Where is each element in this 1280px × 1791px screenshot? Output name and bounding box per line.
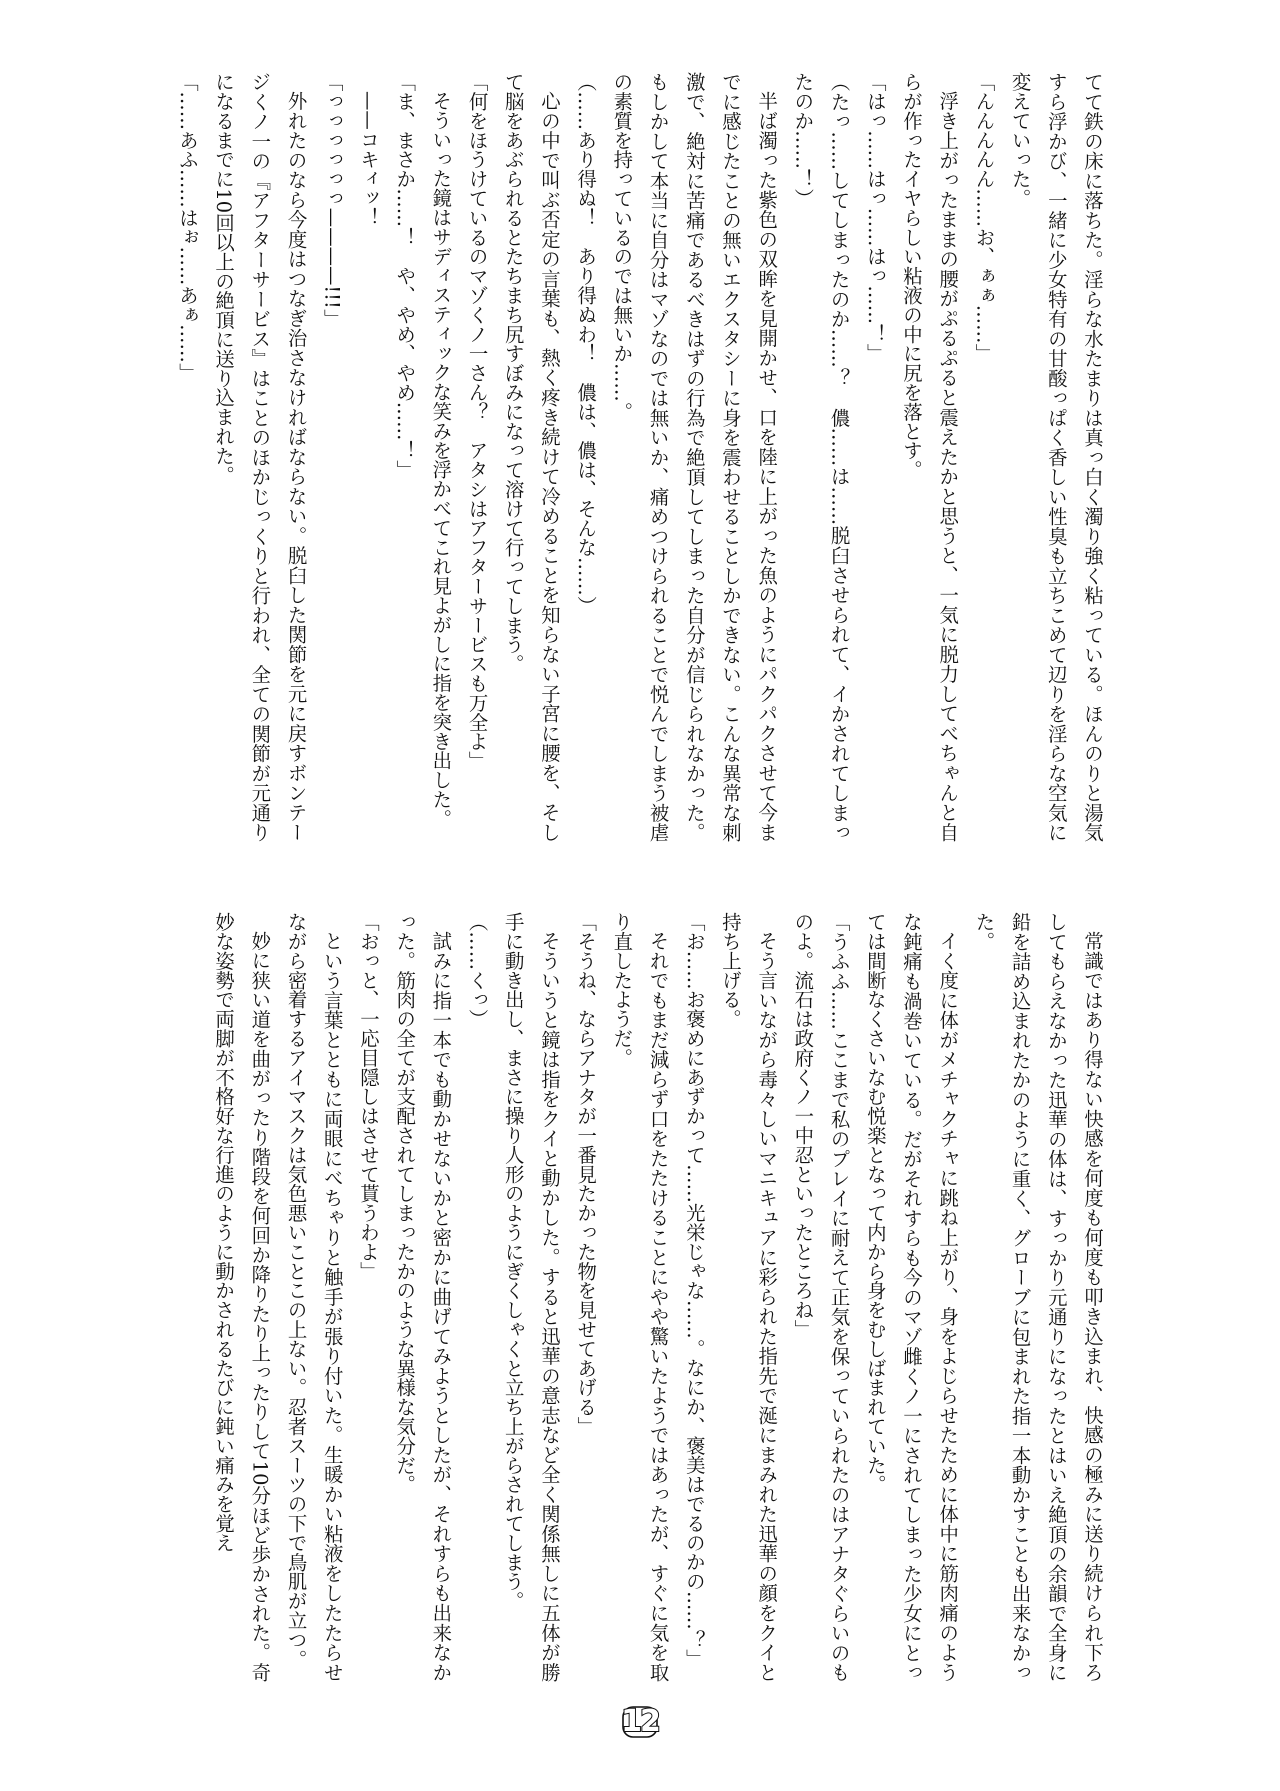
top-column-paragraph: （……あり得ぬ！ あり得ぬわ！ 儂は、儂は、そんな……） <box>574 72 598 616</box>
text-column-top <box>116 72 1110 842</box>
bottom-column-paragraph: 常識ではあり得ない快感を何度も何度も叩き込まれ、快感の極みに送り続けられ下ろしてもらえなかった迅華の体は、すっかり元通りになったとはいえ絶頂の余韻で全身に鉛を詰め込まれたかのように重く、グローブに包まれた指一本動かすことも出来なかった。 <box>972 912 1104 1682</box>
bottom-column-paragraph: 試みに指一本でも動かせないかと密かに曲げてみようとしたが、それすらも出来なかった。筋肉の全てが支配されてしまったかのような異様な気分だ。 <box>393 912 453 1682</box>
top-column-paragraph: 「ま、まさか……！ や、やめ、やめ……！」 <box>393 72 417 480</box>
top-column-paragraph: そういった鏡はサディスティックな笑みを浮かべてこれ見よがしに指を突き出した。 <box>429 91 453 829</box>
text-column-bottom <box>116 912 1110 1682</box>
top-column-paragraph: （たっ……してしまったのか……？ 儂……は……脱臼させられて、イかされてしまったのか……！） <box>791 72 851 842</box>
top-column-paragraph: 外れたのなら今度はつなぎ治さなければならない。脱臼した関節を元に戻すボンテージくノ一の『アフターサービス』はことのほかじっくりと行われ、全ての関節が元通りになるまでに10回以上の絶頂に送り込まれた。 <box>212 72 308 842</box>
top-column-paragraph: てて鉄の床に落ちた。淫らな水たまりは真っ白く濁り強く粘っている。ほんのりと湯気すら浮かび、一緒に少女特有の甘酸っぱく香しい性臭も立ちこめて辺りを淫らな空気に変えていった。 <box>1008 72 1104 842</box>
bottom-column-paragraph: そういうと鏡は指をクイと動かした。すると迅華の意志など全く関係無しに五体が勝手に動き出し、まさに操り人形のようにぎくしゃくと立ち上がらされてしまう。 <box>501 912 561 1682</box>
top-column-paragraph: 「何をほうけているのマゾくノ一さん？ アタシはアフターサービスも万全よ」 <box>465 72 489 771</box>
bottom-column-paragraph: 「おっと、一応目隠しはさせて貰うわよ」 <box>356 912 380 1281</box>
bottom-column-paragraph: イく度に体がメチャクチャに跳ね上がり、身をよじらせたために体中に筋肉痛のような鈍痛も渦巻いている。だがそれすらも今のマゾ雌くノ一にされてしまった少女にとっては間断なくさいなむ悦楽となって内から身をむしばまれていた。 <box>863 912 960 1682</box>
bottom-column-paragraph: 「うふふ……ここまで私のプレイに耐えて正気を保っていられたのはアナタぐらいのものよ。流石は政府くノ一中忍といったところね」 <box>791 912 851 1682</box>
bottom-column-paragraph: 妙に狭い道を曲がったり階段を何回か降りたり上ったりして10分ほど歩かされた。奇妙な姿勢で両脚が不格好な行進のように動かされるたびに鈍い痛みを覚え <box>212 912 272 1682</box>
top-column-paragraph: 半ば濁った紫色の双眸を見開かせ、口を陸に上がった魚のようにパクパクさせて今までに感じたことの無いエクスタシーに身を震わせることしかできない。こんな異常な刺激で、絶対に苦痛であるべきはずの行為で絶頂してしまった自分が信じられなかった。もしかして本当に自分はマゾなのでは無いか、痛めつけられることで悦んでしまう被虐の素質を持っているのでは無いか……。 <box>610 72 779 842</box>
top-column-paragraph: ——コキィッ！ <box>356 91 380 228</box>
bottom-column-paragraph: （……くっ） <box>465 912 489 1029</box>
page-number <box>620 1702 660 1742</box>
bottom-column-paragraph: という言葉とともに両眼にべちゃりと触手が張り付いた。生暖かい粘液をしたたらせながら密着するアイマスクは気色悪いことこの上ない。忍者スーツの下で鳥肌が立つ。 <box>284 912 344 1682</box>
bottom-column-paragraph: 「お……お褒めにあずかって……光栄じゃな……。なにか、褒美はでるのかの……？」 <box>682 912 706 1669</box>
top-column-paragraph: 「……あふ……はぉ……あぁ……」 <box>175 72 199 383</box>
page-number-text: 12 <box>621 1704 659 1739</box>
top-column-paragraph: 心の中で叫ぶ否定の言葉も、熱く疼き続けて冷めることを知らない子宮に腰を、そして脳をあぶられるとたちまち尻すぼみになって溶けて行ってしまう。 <box>501 72 561 842</box>
top-column-paragraph: 「はっ……はっ……はっ……！」 <box>863 72 887 363</box>
bottom-column-paragraph: そう言いながら毒々しいマニキュアに彩られた指先で涎にまみれた迅華の顔をクイと持ち上げる。 <box>718 912 779 1682</box>
top-column-paragraph: 浮き上がったままの腰がぷるぷると震えたかと思うと、一気に脱力してべちゃんと自らが作ったイヤらしい粘液の中に尻を落とす。 <box>899 72 960 842</box>
top-column-paragraph: 「んんんんん……お、ぁぁ……」 <box>972 72 996 363</box>
bottom-column-paragraph: それでもまだ減らず口をたたけることにやや驚いたようではあったが、すぐに気を取り直したようだ。 <box>610 912 670 1682</box>
top-column-paragraph: 「っっっっっっ————!!!」 <box>320 72 344 329</box>
bottom-column-paragraph: 「そうね、ならアナタが一番見たかった物を見せてあげる」 <box>574 912 598 1436</box>
